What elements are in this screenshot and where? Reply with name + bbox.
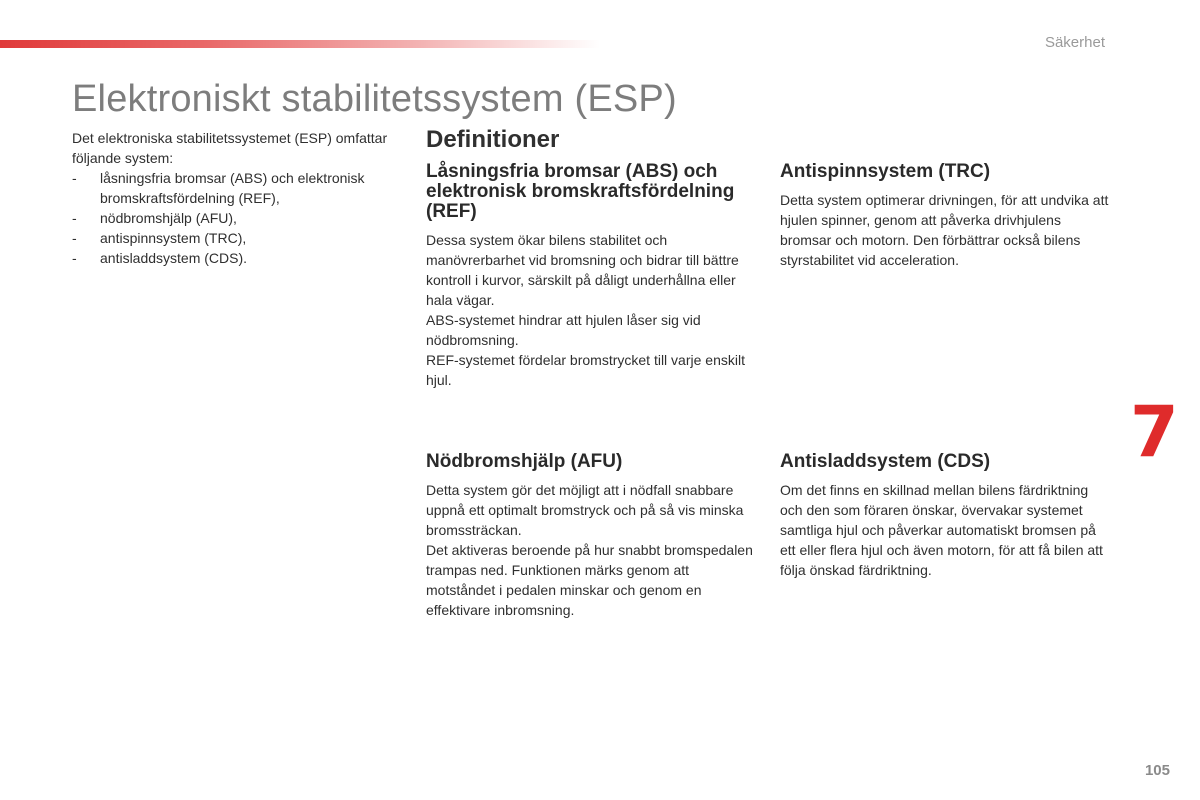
- afu-section: [426, 452, 756, 620]
- list-item-text: låsningsfria bromsar (ABS) och elektronisk bromskraftsfördelning (REF),: [100, 170, 365, 206]
- trc-body: [780, 190, 1110, 270]
- afu-heading: Nödbromshjälp (AFU): [426, 451, 623, 472]
- abs-ref-body: [426, 230, 756, 390]
- cds-body: [780, 480, 1110, 580]
- paragraph: Det aktiveras beroende på hur snabbt bromspedalen trampas ned. Funktionen märks genom att motståndet i pedalen minskar och genom en effektivare inbromsning.: [426, 542, 753, 618]
- cds-section: [780, 452, 1110, 580]
- chapter-number: 7: [1130, 391, 1179, 473]
- abs-ref-heading: Låsningsfria bromsar (ABS) och elektronisk bromskraftsfördelning (REF): [426, 161, 735, 222]
- list-item: [72, 228, 407, 248]
- intro-lead: Det elektroniska stabilitetssystemet (ESP) omfattar följande system:: [72, 130, 388, 166]
- bullet-dash: -: [72, 170, 77, 186]
- list-item-text: antisladdsystem (CDS).: [100, 250, 248, 266]
- header-accent-bar: [0, 40, 600, 48]
- list-item-text: antispinnsystem (TRC),: [100, 230, 247, 246]
- trc-section: [780, 162, 1110, 270]
- paragraph: ABS-systemet hindrar att hjulen låser sig vid nödbromsning.: [426, 312, 701, 348]
- bullet-dash: -: [72, 250, 77, 266]
- list-item: [72, 168, 407, 208]
- paragraph: Detta system optimerar drivningen, för att undvika att hjulen spinner, genom att påverka drivhjulens bromsar och motorn. Den förbättrar också bilens styrstabilitet vid acceleration.: [780, 192, 1109, 268]
- list-item: [72, 208, 407, 228]
- bullet-dash: -: [72, 210, 77, 226]
- bullet-dash: -: [72, 230, 77, 246]
- paragraph: Om det finns en skillnad mellan bilens färdriktning och den som föraren önskar, övervakar systemet samtliga hjul och påverkar automatiskt bromsen på ett eller flera hjul och även motorn, för att få bilen att följa önskad färdriktning.: [780, 482, 1103, 578]
- trc-heading: Antispinnsystem (TRC): [780, 161, 991, 182]
- list-item: [72, 248, 407, 268]
- definitions-heading: Definitioner: [426, 126, 560, 153]
- intro-section: [72, 128, 407, 268]
- paragraph: REF-systemet fördelar bromstrycket till varje enskilt hjul.: [426, 352, 745, 388]
- list-item-text: nödbromshjälp (AFU),: [100, 210, 237, 226]
- afu-body: [426, 480, 756, 620]
- section-label: Säkerhet: [1044, 34, 1105, 51]
- intro-list: [72, 168, 407, 268]
- abs-ref-section: [426, 162, 756, 390]
- paragraph: Detta system gör det möjligt att i nödfall snabbare uppnå ett optimalt bromstryck och på så vis minska bromssträckan.: [426, 482, 744, 538]
- page-number: 105: [1144, 762, 1170, 779]
- paragraph: Dessa system ökar bilens stabilitet och manövrerbarhet vid bromsning och bidrar till bättre kontroll i kurvor, särskilt på dåligt underhållna eller hala vägar.: [426, 232, 739, 308]
- page-title: Elektroniskt stabilitetssystem (ESP): [72, 78, 677, 120]
- cds-heading: Antisladdsystem (CDS): [780, 451, 991, 472]
